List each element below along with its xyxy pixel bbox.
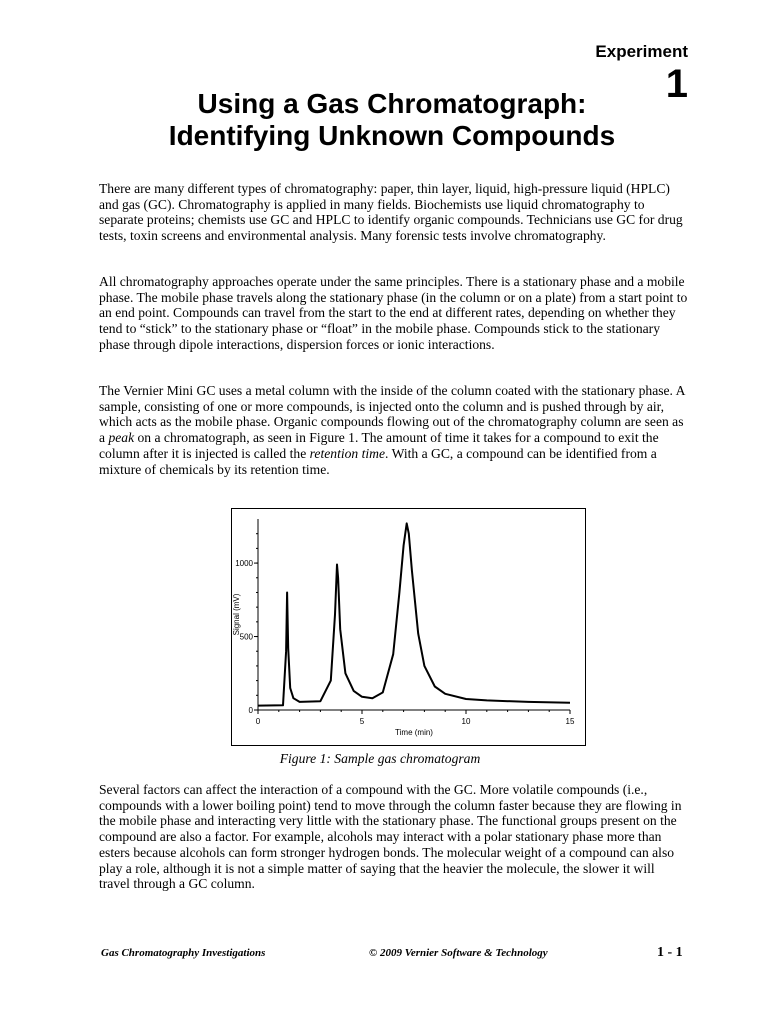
x-tick-label: 15 (565, 717, 575, 726)
italic-term: retention time (309, 445, 386, 461)
title-line-1: Using a Gas Chromatograph: (197, 88, 587, 119)
paragraph-mini-gc (99, 383, 689, 477)
text-run: . With a GC, a compound can be identified from a mixture of chemicals by its retention time. (99, 445, 657, 477)
chromatogram-chart (232, 509, 585, 745)
x-tick-label: 5 (359, 717, 365, 726)
y-tick-label: 0 (248, 706, 253, 715)
experiment-label: Experiment (595, 42, 688, 61)
paragraph-factors: Several factors can affect the interaction of a compound with the GC. More volatile compounds (i.e., compounds with a lower boiling point) tend to move through the column faster because they are flowing in the mobile phase and interacting very little with the stationary phase. The functional groups present on the compound are also a factor. For example, alcohols may interact with a polar stationary phase more than esters because alcohols can form stronger hydrogen bonds. The molecular weight of a compound can also play a role, although it is not a simple matter of saying that the heavier the molecule, the slower it will travel through a GC column. (99, 782, 682, 892)
x-tick-label: 0 (255, 717, 261, 726)
paragraph-principles: All chromatography approaches operate under the same principles. There is a stationary phase and a mobile phase. The mobile phase travels along the stationary phase (in the column or on a plate) from a start point to an end point. Compounds can travel from the start to the end at different rates, depending on whether they tend to “stick” to the stationary phase or “float” in the mobile phase. Compounds stick to the stationary phase through dipole interactions, dispersion forces or ionic interactions. (99, 274, 688, 352)
title-line-2: Identifying Unknown Compounds (168, 120, 616, 151)
text-run: on a chromatograph, as seen in Figure 1. The amount of time it takes for a compound to exit the column after it is injected is called the (99, 430, 659, 461)
y-tick-label: 1000 (235, 559, 253, 569)
x-tick-label: 10 (461, 717, 471, 726)
footer-page-number: 1 - 1 (657, 945, 683, 960)
italic-term: peak (108, 430, 135, 446)
y-tick-label: 500 (239, 632, 253, 642)
x-axis-label: Time (min) (395, 728, 433, 737)
text-run: The Vernier Mini GC uses a metal column with the inside of the column coated with the stationary phase. A sample, consisting of one or more compounds, is injected onto the column and is pushed through by air, which acts as the mobile phase. Organic compounds flowing out of the chromatography column are seen as a (99, 383, 685, 446)
y-axis-label: Signal (mV) (232, 593, 241, 636)
page-title (92, 88, 692, 152)
experiment-number: 1 (665, 62, 688, 106)
chromatogram-figure (231, 508, 586, 746)
figure-caption: Figure 1: Sample gas chromatogram (279, 751, 481, 766)
signal-line (258, 523, 570, 705)
footer-book-title: Gas Chromatography Investigations (101, 947, 266, 959)
footer-copyright: © 2009 Vernier Software & Technology (369, 947, 548, 959)
paragraph-intro: There are many different types of chromatography: paper, thin layer, liquid, high-pressure liquid (HPLC) and gas (GC). Chromatography is applied in many fields. Biochemists use liquid chromatography to separate proteins; chemists use GC and HPLC to identify organic compounds. Technicians use GC for drug tests, toxin screens and environmental analysis. Many forensic tests involve chromatography. (99, 181, 683, 244)
